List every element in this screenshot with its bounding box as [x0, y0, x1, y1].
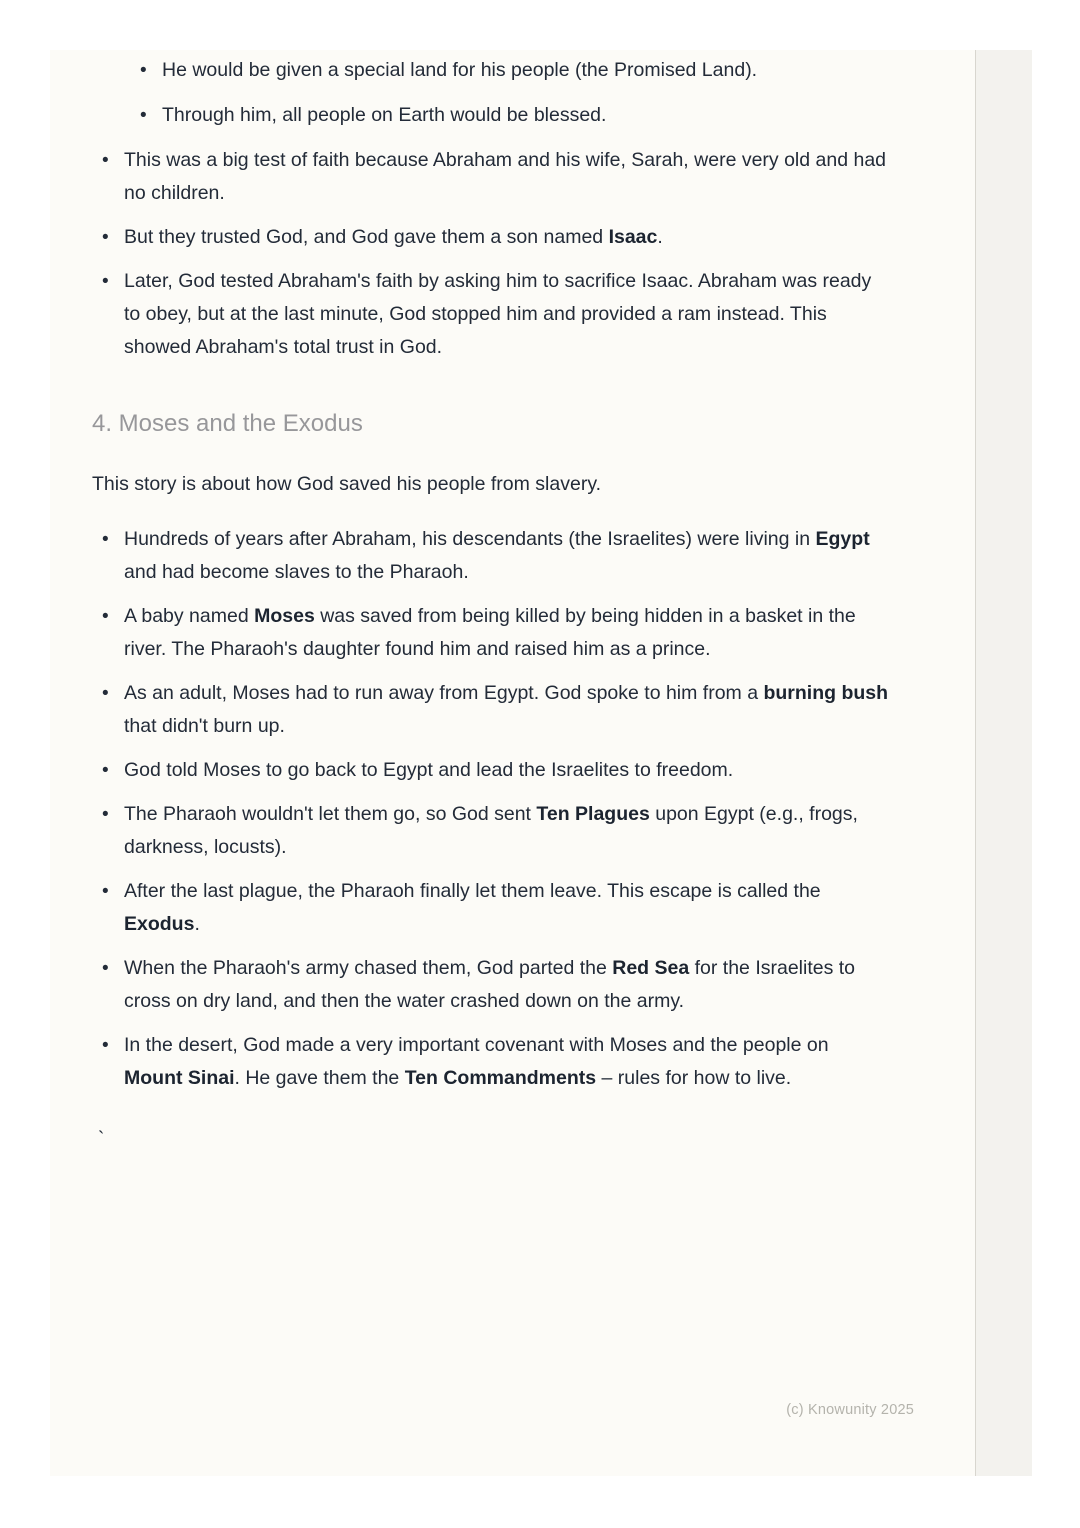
- list-item: • Hundreds of years after Abraham, his descendants (the Israelites) were living in Egypt and had become slaves to the Pharaoh.: [92, 523, 892, 589]
- list-item: • After the last plague, the Pharaoh finally let them leave. This escape is called the Exodus.: [92, 875, 892, 941]
- list-item: • But they trusted God, and God gave them a son named Isaac.: [92, 221, 892, 254]
- section-heading-moses: 4. Moses and the Exodus: [92, 410, 363, 437]
- page-right-margin-strip: [975, 50, 1032, 1476]
- bullet-list-abraham: [92, 144, 892, 364]
- page-content-area: [50, 50, 976, 1476]
- document-body: [92, 50, 892, 1151]
- list-item: • Later, God tested Abraham's faith by asking him to sacrifice Isaac. Abraham was ready to obey, but at the last minute, God stopped him and provided a ram instead. This showed Abraham's total trust in God.: [92, 265, 892, 364]
- nested-bullet-list-top: [130, 50, 892, 132]
- footer-credit: (c) Knowunity 2025: [786, 1402, 914, 1418]
- section-intro-paragraph: This story is about how God saved his people from slavery.: [92, 473, 602, 495]
- bullet-list-moses: [92, 523, 892, 1095]
- list-item: • When the Pharaoh's army chased them, God parted the Red Sea for the Israelites to cross on dry land, and then the water crashed down on the army.: [92, 952, 892, 1018]
- stray-backtick-mark: `: [98, 1129, 105, 1150]
- list-item: • Through him, all people on Earth would be blessed.: [130, 99, 892, 132]
- list-item: • A baby named Moses was saved from being killed by being hidden in a basket in the river. The Pharaoh's daughter found him and raised him as a prince.: [92, 600, 892, 666]
- list-item: • This was a big test of faith because Abraham and his wife, Sarah, were very old and had no children.: [92, 144, 892, 210]
- document-page: [50, 50, 1032, 1476]
- list-item: • The Pharaoh wouldn't let them go, so God sent Ten Plagues upon Egypt (e.g., frogs, darkness, locusts).: [92, 798, 892, 864]
- list-item: • God told Moses to go back to Egypt and lead the Israelites to freedom.: [92, 754, 892, 787]
- list-item: • As an adult, Moses had to run away from Egypt. God spoke to him from a burning bush that didn't burn up.: [92, 677, 892, 743]
- list-item: • He would be given a special land for his people (the Promised Land).: [130, 54, 892, 87]
- list-item: • In the desert, God made a very important covenant with Moses and the people on Mount Sinai. He gave them the Ten Commandments – rules for how to live.: [92, 1029, 892, 1095]
